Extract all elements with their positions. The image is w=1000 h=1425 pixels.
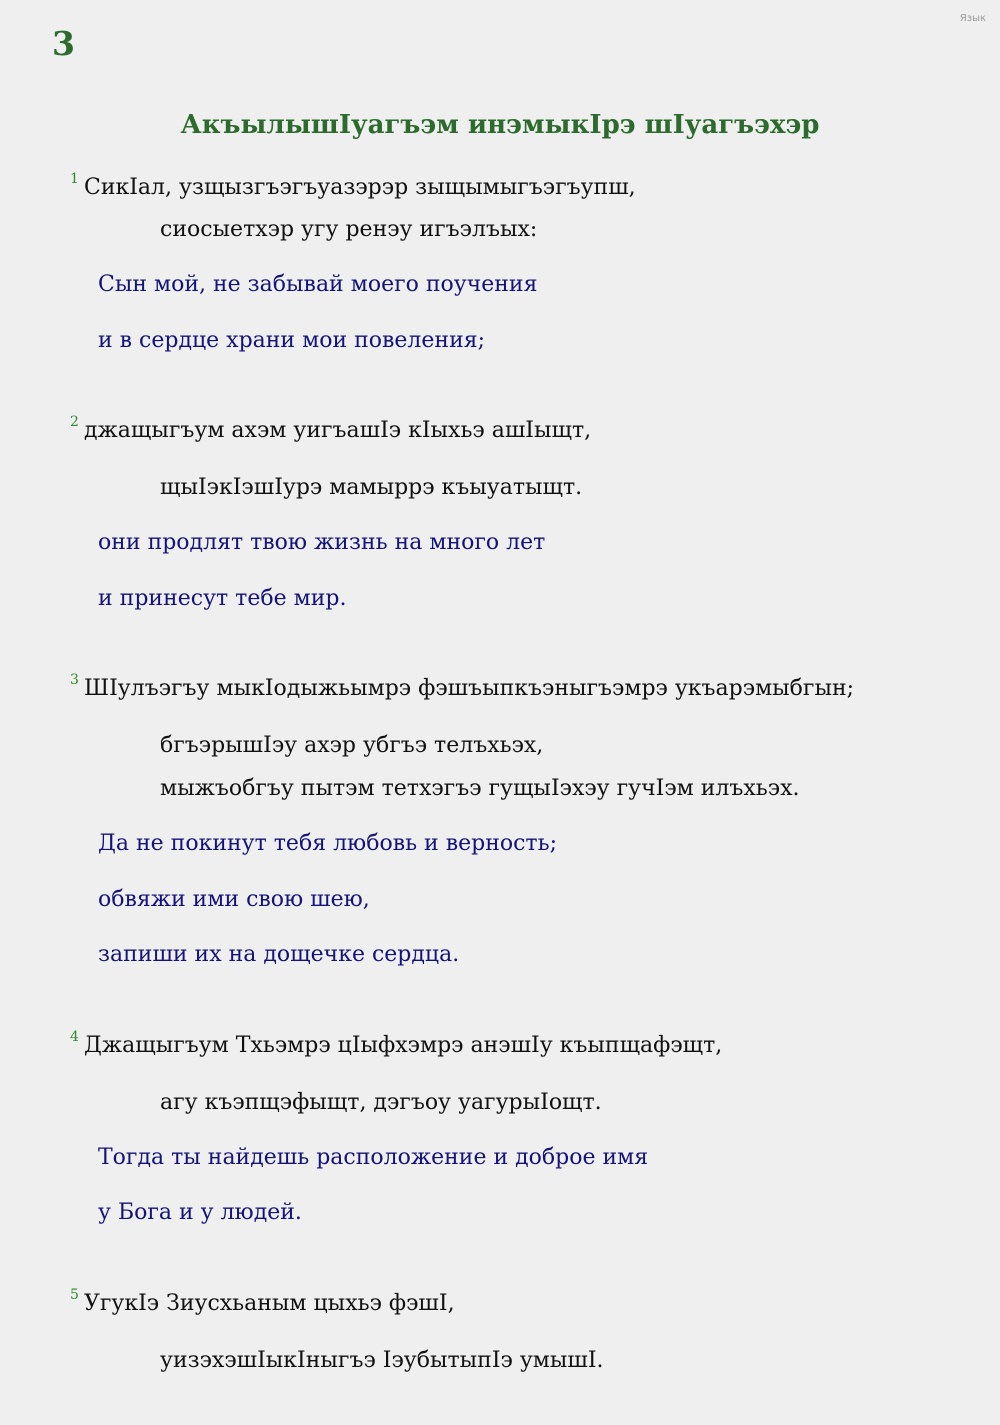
- verse-4-translation-1: Тогда ты найдешь расположение и доброе имя: [98, 1144, 649, 1170]
- language-link[interactable]: Язык: [959, 13, 986, 24]
- section-title: АкъылышIуагъэм инэмыкIрэ шIуагъэхэр: [180, 110, 820, 140]
- verse-number: 4: [70, 1028, 79, 1045]
- verse-1-translation-2: и в сердце храни мои повеления;: [98, 327, 486, 353]
- verse-text: СикIал, узщызгъэгъуазэрэр зыщымыгъэгъупш,: [84, 175, 636, 200]
- verse-2-translation-2: и принесут тебе мир.: [98, 585, 347, 611]
- verses-container: [0, 168, 1000, 1425]
- verse-number: 1: [70, 171, 79, 187]
- verse-2-line-1: [70, 411, 1000, 451]
- verse-3: [0, 669, 1000, 983]
- verse-2: [0, 411, 1000, 626]
- verse-number: 5: [70, 1286, 79, 1303]
- verse-1-line-2: сиосыетхэр угу ренэу игъэлъых:: [160, 217, 538, 242]
- verse-text: джащыгъум ахэм уигъашIэ кIыхьэ ашIыщт,: [84, 418, 592, 443]
- verse-2-line-2: щыIэкIэшIурэ мамыррэ къыуатыщт.: [160, 475, 583, 500]
- verse-5-line-1: [70, 1284, 1000, 1324]
- verse-3-line-2: бгъэрышIэу ахэр убгъэ телъхьэх,: [160, 733, 544, 758]
- verse-5: [0, 1284, 1000, 1382]
- verse-text: УгукIэ Зиусхьаным цыхьэ фэшI,: [84, 1290, 455, 1316]
- verse-3-translation-3: запиши их на дощечке сердца.: [98, 942, 460, 967]
- verse-2-translation-1: они продлят твою жизнь на много лет: [98, 530, 546, 555]
- verse-3-line-3: мыжъобгъу пытэм тетхэгъэ гущыIэхэу гучIэм илъхьэх.: [160, 776, 800, 801]
- verse-text: Джащыгъум Тхьэмрэ цIыфхэмрэ анэшIу къыпщафэщт,: [84, 1032, 723, 1058]
- verse-4-line-1: [70, 1026, 1000, 1066]
- verse-5-line-2: уизэхэшIыкIныгъэ IэубытыпIэ умышI.: [160, 1347, 604, 1373]
- verse-4: [0, 1026, 1000, 1241]
- verse-1-translation-1: Сын мой, не забывай моего поучения: [98, 272, 538, 297]
- verse-1-line-1: [70, 168, 1000, 208]
- verse-number: 2: [70, 414, 79, 430]
- verse-3-translation-2: обвяжи ими свою шею,: [98, 886, 370, 912]
- verse-4-translation-2: у Бога и у людей.: [98, 1200, 302, 1225]
- verse-3-translation-1: Да не покинут тебя любовь и верность;: [98, 831, 557, 856]
- chapter-number: 3: [52, 24, 75, 63]
- verse-4-line-2: агу къэпщэфыщт, дэгъоу уагурыIощт.: [160, 1089, 602, 1115]
- verse-text: ШIулъэгъу мыкIодыжьымрэ фэшъыпкъэныгъэмрэ укъарэмыбгын;: [84, 676, 855, 701]
- verse-3-line-1: [70, 669, 1000, 709]
- verse-1: [0, 168, 1000, 368]
- verse-number: 3: [70, 672, 79, 688]
